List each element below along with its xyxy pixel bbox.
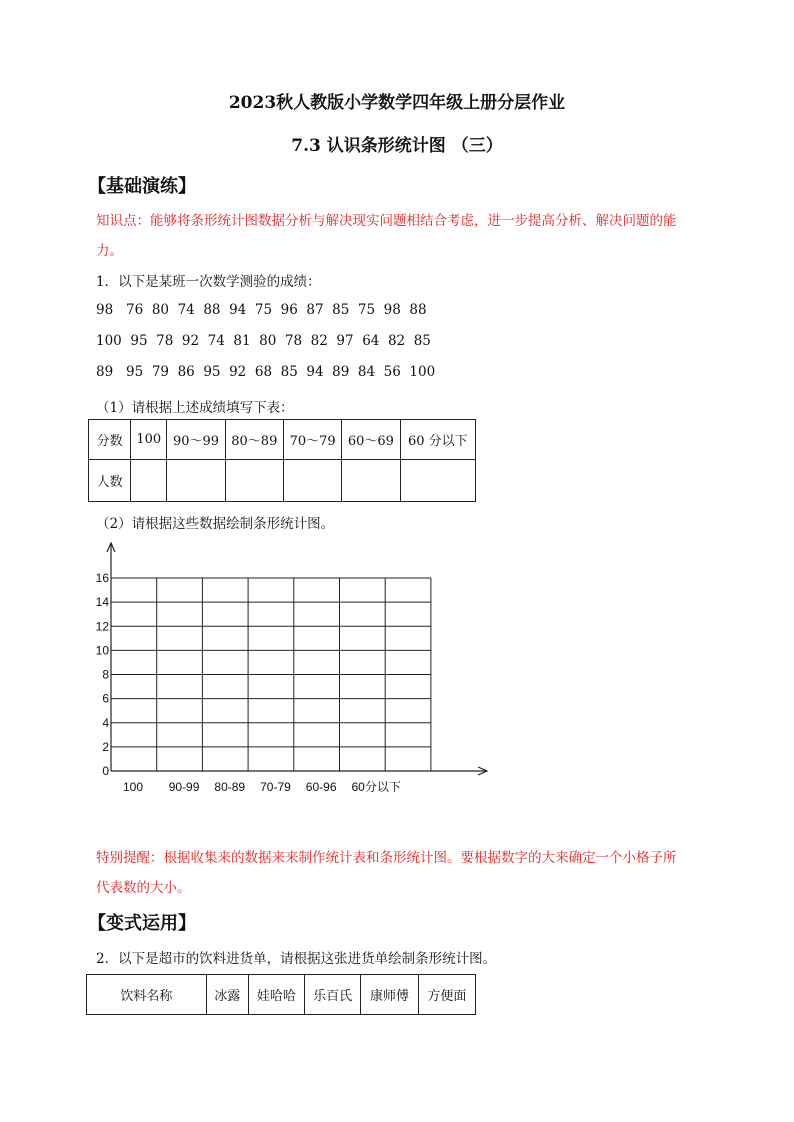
scores-line-2: 100 95 78 92 74 81 80 78 82 97 64 82 85 [96, 333, 431, 349]
q1-part1: （1）请根据上述成绩填写下表： [96, 400, 294, 416]
table-cell: 60 分以下 [400, 420, 475, 460]
table-cell[interactable] [167, 460, 225, 502]
table-cell[interactable] [342, 460, 400, 502]
page-subtitle: 7.3 认识条形统计图 （三） [291, 136, 503, 156]
table-cell: 60～69 [342, 420, 400, 460]
table-cell: 人数 [89, 460, 131, 502]
table-row [89, 460, 476, 502]
x-tick-label: 80-89 [214, 780, 246, 794]
y-tick-label: 0 [102, 764, 109, 778]
y-tick-label: 16 [95, 571, 109, 585]
x-tick-label: 100 [123, 780, 144, 794]
x-tick-label: 70-79 [260, 780, 291, 794]
q1-part2: （2）请根据这些数据绘制条形统计图。 [96, 516, 335, 532]
table-cell: 康师傅 [361, 975, 418, 1015]
y-tick-label: 8 [102, 667, 109, 682]
reminder-line1: 特别提醒：根据收集来的数据来来制作统计表和条形统计图。要根据数字的大来确定一个小格子所 [96, 850, 677, 866]
table-cell: 方便面 [418, 975, 475, 1015]
table-cell: 80～89 [225, 420, 283, 460]
y-tick-label: 14 [95, 595, 109, 610]
table-cell[interactable] [225, 460, 283, 502]
y-tick-label: 4 [102, 715, 109, 730]
section-heading-basic: 【基础演练】 [88, 176, 196, 197]
page-title: 2023秋人教版小学数学四年级上册分层作业 [228, 93, 566, 113]
x-tick-label: 60分以下 [351, 780, 401, 794]
score-frequency-table [88, 419, 476, 502]
scores-line-1: 98 76 80 74 88 94 75 96 87 85 75 98 88 [96, 302, 427, 318]
y-tick-label: 2 [102, 739, 109, 754]
table-cell: 娃哈哈 [248, 975, 304, 1015]
table-cell: 70～79 [283, 420, 341, 460]
table-cell: 冰露 [206, 975, 248, 1015]
y-tick-label: 12 [95, 619, 109, 634]
table-cell[interactable] [131, 460, 167, 502]
reminder-line2: 代表数的大小。 [96, 880, 191, 896]
table-cell: 100 [131, 420, 167, 460]
table-cell: 90～99 [167, 420, 225, 460]
y-tick-label: 6 [102, 691, 109, 706]
table-row [89, 420, 476, 460]
section-heading-variation: 【变式运用】 [88, 913, 196, 934]
table-cell[interactable] [283, 460, 341, 502]
q2-prompt: 2．以下是超市的饮料进货单，请根据这张进货单绘制条形统计图。 [96, 951, 497, 967]
drinks-table [86, 974, 476, 1015]
x-tick-label: 60-96 [305, 780, 337, 794]
x-tick-label: 90-99 [168, 780, 200, 794]
table-cell[interactable] [400, 460, 475, 502]
y-tick-label: 10 [95, 643, 109, 658]
table-cell: 分数 [89, 420, 131, 460]
knowledge-point-line1: 知识点：能够将条形统计图数据分析与解决现实问题相结合考虑，进一步提高分析、解决问题的能 [96, 213, 677, 229]
q1-prompt: 1．以下是某班一次数学测验的成绩： [96, 274, 321, 290]
bar-chart-grid [88, 540, 498, 805]
scores-line-3: 89 95 79 86 95 92 68 85 94 89 84 56 100 [96, 364, 436, 380]
table-cell: 乐百氏 [305, 975, 361, 1015]
knowledge-point-line2: 力。 [96, 243, 123, 259]
table-cell: 饮料名称 [87, 975, 207, 1015]
table-row [87, 975, 476, 1015]
